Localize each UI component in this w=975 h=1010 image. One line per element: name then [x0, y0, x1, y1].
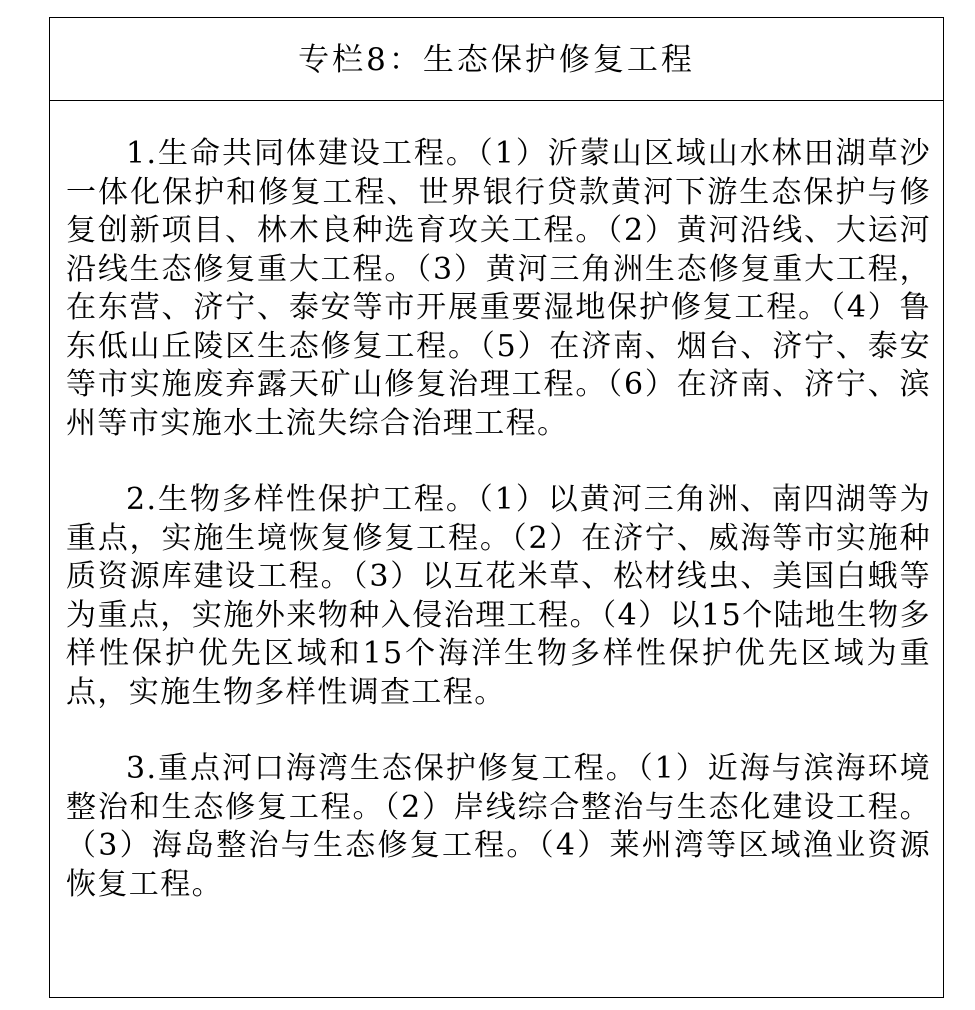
item-biodiversity: 2.生物多样性保护工程。（1）以黄河三角洲、南四湖等为重点，实施生境恢复修复工程。（2）在济宁、威海等市实施种质资源库建设工程。（3）以互花米草、松材线虫、美国白蛾等为重点，实施外来物种入侵治理工程。（4）以15个陆地生物多样性保护优先区域和15个海洋生物多样性保护优先区域为重点，实施生物多样性调查工程。: [66, 482, 931, 710]
item-estuary-bay: 3.重点河口海湾生态保护修复工程。（1）近海与滨海环境整治和生态修复工程。（2）岸线综合整治与生态化建设工程。（3）海岛整治与生态修复工程。（4）莱州湾等区域渔业资源恢复工程。: [66, 751, 931, 902]
column-header: [50, 18, 943, 101]
column-box: [49, 17, 944, 998]
column-title: 专栏8：生态保护修复工程: [298, 41, 695, 78]
column-body: [50, 101, 943, 904]
item-ecological-community: 1.生命共同体建设工程。（1）沂蒙山区域山水林田湖草沙一体化保护和修复工程、世界银行贷款黄河下游生态保护与修复创新项目、林木良种选育攻关工程。（2）黄河沿线、大运河沿线生态修复重大工程。（3）黄河三角洲生态修复重大工程，在东营、济宁、泰安等市开展重要湿地保护修复工程。（4）鲁东低山丘陵区生态修复工程。（5）在济南、烟台、济宁、泰安等市实施废弃露天矿山修复治理工程。（6）在济南、济宁、滨州等市实施水土流失综合治理工程。: [66, 136, 931, 441]
